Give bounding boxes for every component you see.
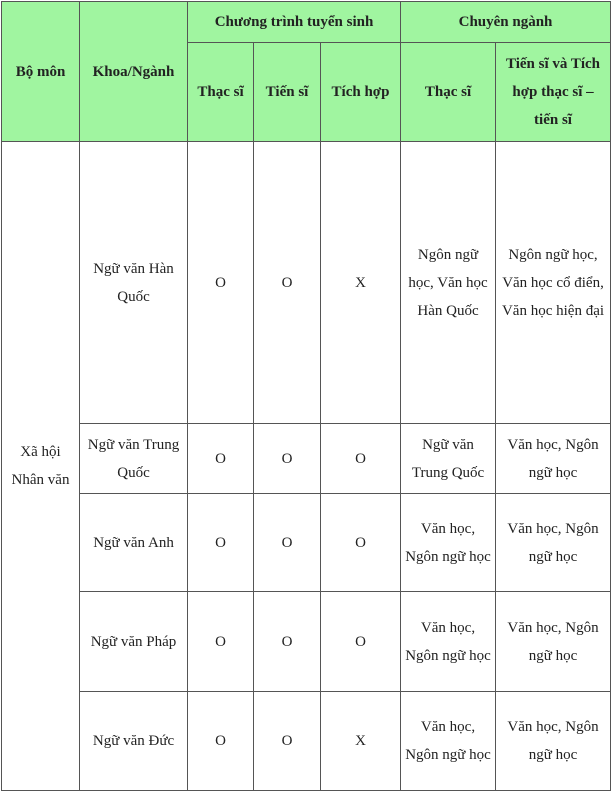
header-cn-thac-si: Thạc sĩ bbox=[401, 43, 496, 142]
header-tien-si: Tiến sĩ bbox=[254, 43, 321, 142]
cn-thac-si-cell: Ngôn ngữ học, Văn học Hàn Quốc bbox=[401, 142, 496, 424]
cn-tien-si-cell: Văn học, Ngôn ngữ học bbox=[496, 592, 611, 692]
tich-hop-cell: O bbox=[321, 592, 401, 692]
header-cn-tien-si-tich-hop: Tiến sĩ và Tích hợp thạc sĩ – tiến sĩ bbox=[496, 43, 611, 142]
tien-si-cell: O bbox=[254, 142, 321, 424]
table-row bbox=[2, 142, 611, 424]
cn-tien-si-cell: Văn học, Ngôn ngữ học bbox=[496, 424, 611, 494]
thac-si-cell: O bbox=[188, 424, 254, 494]
header-bo-mon: Bộ môn bbox=[2, 2, 80, 142]
tich-hop-cell: X bbox=[321, 142, 401, 424]
cn-tien-si-cell: Văn học, Ngôn ngữ học bbox=[496, 494, 611, 592]
khoa-cell: Ngữ văn Trung Quốc bbox=[80, 424, 188, 494]
header-tich-hop: Tích hợp bbox=[321, 43, 401, 142]
tien-si-cell: O bbox=[254, 494, 321, 592]
cn-thac-si-cell: Văn học, Ngôn ngữ học bbox=[401, 592, 496, 692]
thac-si-cell: O bbox=[188, 494, 254, 592]
khoa-cell: Ngữ văn Hàn Quốc bbox=[80, 142, 188, 424]
cn-tien-si-cell: Ngôn ngữ học, Văn học cổ điển, Văn học hiện đại bbox=[496, 142, 611, 424]
tien-si-cell: O bbox=[254, 692, 321, 791]
header-chuyen-nganh: Chuyên ngành bbox=[401, 2, 611, 43]
header-khoa-nganh: Khoa/Ngành bbox=[80, 2, 188, 142]
khoa-cell: Ngữ văn Anh bbox=[80, 494, 188, 592]
table-row bbox=[2, 494, 611, 592]
bo-mon-cell: Xã hội Nhân văn bbox=[2, 142, 80, 791]
admissions-table bbox=[1, 1, 611, 791]
tien-si-cell: O bbox=[254, 424, 321, 494]
header-thac-si: Thạc sĩ bbox=[188, 43, 254, 142]
table-row bbox=[2, 424, 611, 494]
cn-thac-si-cell: Văn học, Ngôn ngữ học bbox=[401, 494, 496, 592]
header-chuong-trinh: Chương trình tuyển sinh bbox=[188, 2, 401, 43]
tich-hop-cell: X bbox=[321, 692, 401, 791]
khoa-cell: Ngữ văn Pháp bbox=[80, 592, 188, 692]
thac-si-cell: O bbox=[188, 142, 254, 424]
khoa-cell: Ngữ văn Đức bbox=[80, 692, 188, 791]
cn-thac-si-cell: Văn học, Ngôn ngữ học bbox=[401, 692, 496, 791]
cn-thac-si-cell: Ngữ văn Trung Quốc bbox=[401, 424, 496, 494]
tich-hop-cell: O bbox=[321, 494, 401, 592]
table-row bbox=[2, 692, 611, 791]
tich-hop-cell: O bbox=[321, 424, 401, 494]
cn-tien-si-cell: Văn học, Ngôn ngữ học bbox=[496, 692, 611, 791]
table-row bbox=[2, 592, 611, 692]
thac-si-cell: O bbox=[188, 592, 254, 692]
thac-si-cell: O bbox=[188, 692, 254, 791]
tien-si-cell: O bbox=[254, 592, 321, 692]
